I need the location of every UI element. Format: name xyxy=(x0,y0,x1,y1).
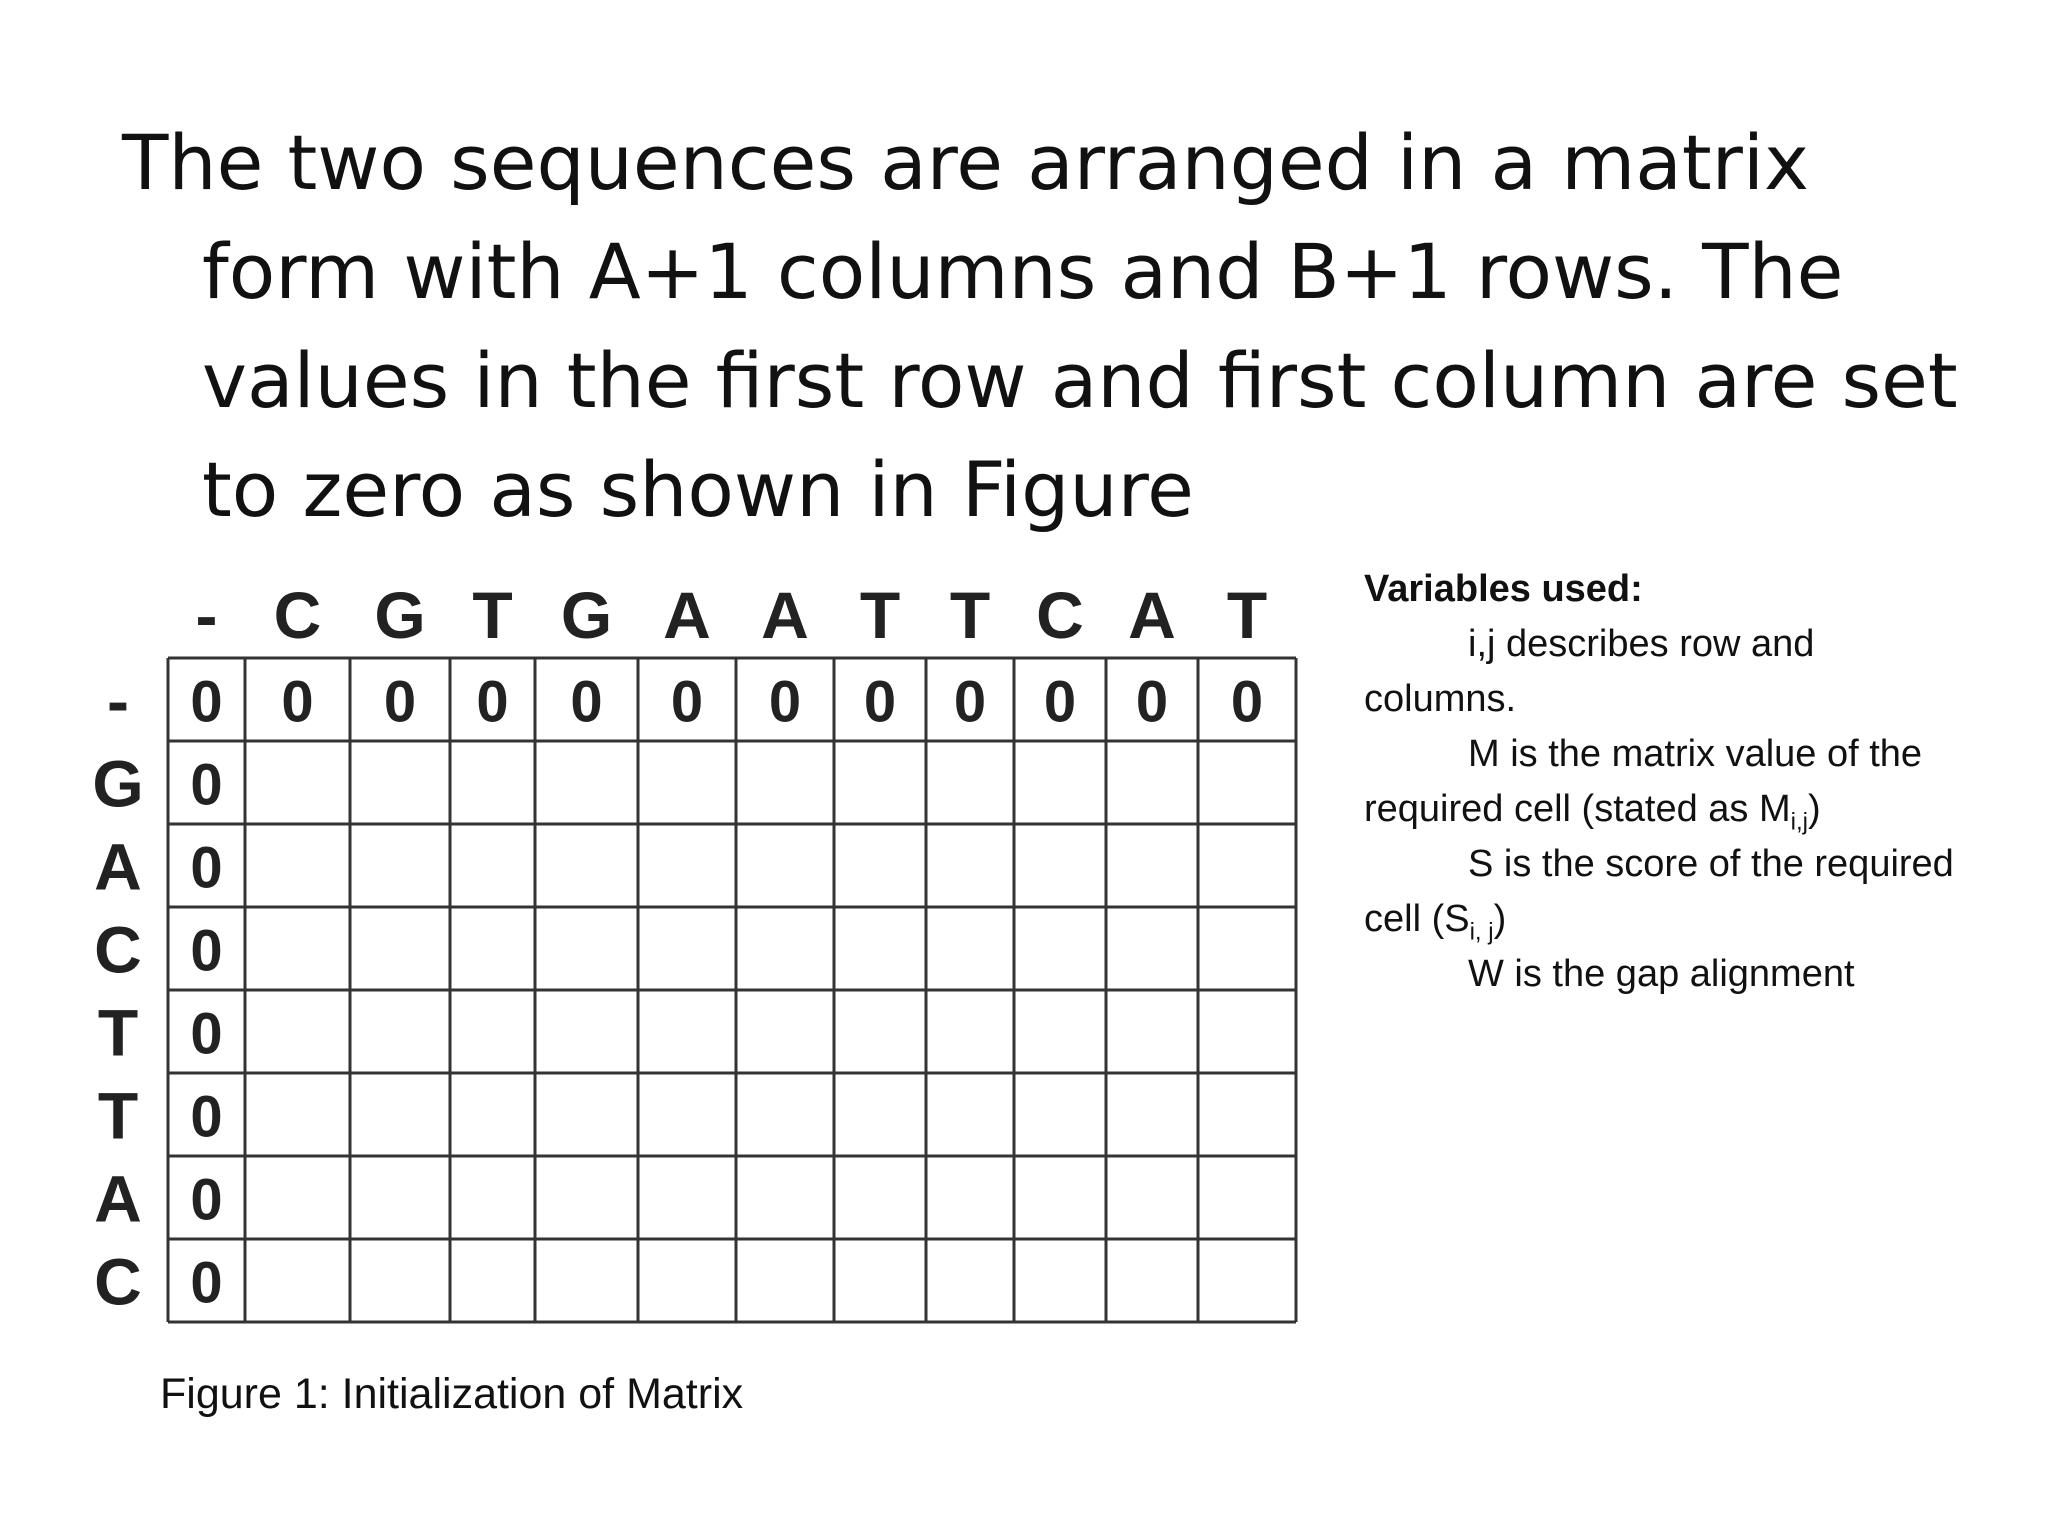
matrix-cell-zero: 0 xyxy=(190,752,223,818)
matrix-cell-zero: 0 xyxy=(190,918,223,984)
matrix-cell-zero: 0 xyxy=(863,669,897,735)
body-line-3: values in the first row and first column are set xyxy=(202,336,1958,425)
body-line-1: The two sequences are arranged in a matrix xyxy=(122,118,1809,207)
row-header: G xyxy=(92,746,144,821)
variables-panel xyxy=(1364,562,2044,1002)
matrix-cell-zero: 0 xyxy=(1043,669,1077,735)
matrix-cell-zero: 0 xyxy=(383,669,417,735)
matrix-cell-zero: 0 xyxy=(190,1001,223,1067)
variable-m-description xyxy=(1364,727,2044,837)
column-header: - xyxy=(195,578,218,652)
m-line-1: M is the matrix value of the xyxy=(1468,733,1923,775)
m-line-2: required cell (stated as M xyxy=(1364,788,1791,830)
variable-ij-description xyxy=(1364,617,2044,727)
matrix-grid xyxy=(92,578,1296,1322)
m-line-2-close: ) xyxy=(1807,788,1821,830)
column-header: T xyxy=(949,578,991,652)
row-header: C xyxy=(94,912,142,987)
ij-line-2: columns. xyxy=(1364,678,1517,720)
s-subscript: i, j xyxy=(1469,918,1494,946)
variable-s-description xyxy=(1364,837,2044,947)
matrix-cell-zero: 0 xyxy=(190,1250,223,1316)
variables-heading: Variables used: xyxy=(1364,568,1643,610)
matrix-cell-zero: 0 xyxy=(190,835,223,901)
row-header: - xyxy=(107,663,129,738)
matrix-cell-zero: 0 xyxy=(190,1084,223,1150)
matrix-cell-zero: 0 xyxy=(190,669,223,735)
ij-line-1: i,j describes row and xyxy=(1468,623,1815,665)
s-line-2-close: ) xyxy=(1493,898,1507,940)
w-line: W is the gap alignment xyxy=(1468,953,1855,995)
matrix-cell-zero: 0 xyxy=(190,1167,223,1233)
s-line-2: cell (S xyxy=(1364,898,1470,940)
column-header: A xyxy=(761,578,809,652)
row-header: C xyxy=(94,1244,142,1319)
row-header: A xyxy=(94,829,142,904)
matrix-cell-zero: 0 xyxy=(1135,669,1169,735)
variable-w-description xyxy=(1364,947,2044,1002)
column-header: T xyxy=(1226,578,1268,652)
figure-caption: Figure 1: Initialization of Matrix xyxy=(160,1370,744,1418)
body-line-4: to zero as shown in Figure xyxy=(202,445,1194,534)
row-header: T xyxy=(97,1078,139,1153)
column-header: T xyxy=(472,578,513,652)
matrix-cell-zero: 0 xyxy=(768,669,802,735)
column-header: T xyxy=(859,578,901,652)
column-header: C xyxy=(1036,578,1084,652)
matrix-cell-zero: 0 xyxy=(281,669,314,735)
row-header: T xyxy=(97,995,139,1070)
column-header: G xyxy=(560,578,613,652)
m-subscript: i,j xyxy=(1790,808,1808,836)
column-header: C xyxy=(273,578,322,652)
column-header: G xyxy=(374,578,426,652)
matrix-cell-zero: 0 xyxy=(953,669,987,735)
body-line-2: form with A+1 columns and B+1 rows. The xyxy=(202,227,1844,316)
s-line-1: S is the score of the required xyxy=(1468,843,1954,885)
matrix-cell-zero: 0 xyxy=(476,669,509,735)
row-header: A xyxy=(94,1161,142,1236)
matrix-cell-zero: 0 xyxy=(1230,669,1264,735)
matrix-cell-zero: 0 xyxy=(570,669,603,735)
column-header: A xyxy=(663,578,711,652)
column-header: A xyxy=(1128,578,1176,652)
matrix-cell-zero: 0 xyxy=(670,669,704,735)
